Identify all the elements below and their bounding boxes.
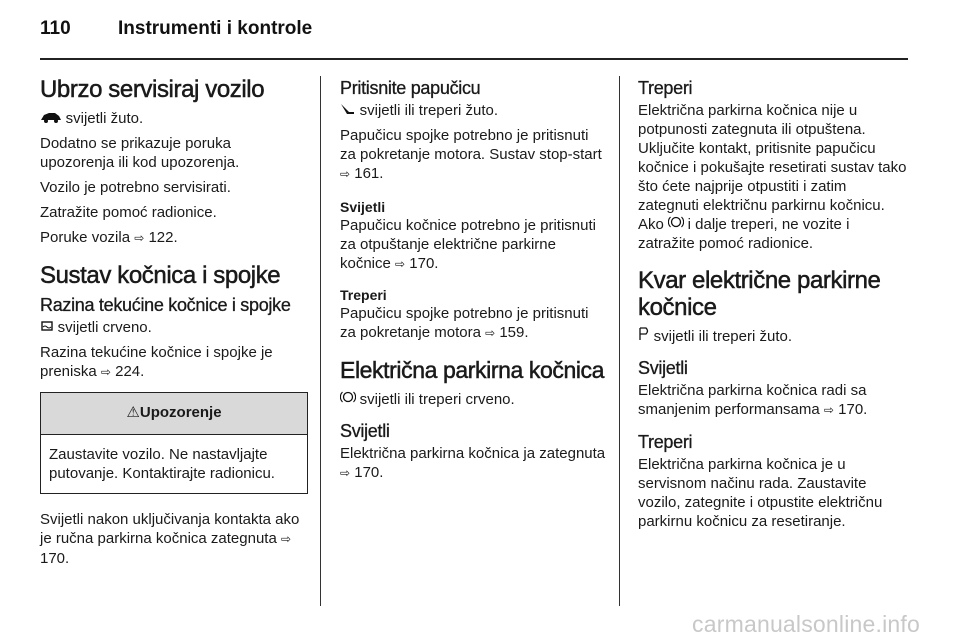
header-rule [40, 58, 908, 60]
page-ref-arrow-icon: ⇨ [340, 466, 351, 480]
epb-lit-paragraph [340, 444, 608, 483]
parking-brake-icon [340, 392, 360, 407]
heading-brake-clutch: Sustav kočnica i spojke [40, 262, 281, 289]
brake-fault-icon [638, 329, 654, 344]
heading-press-pedal: Pritisnite papučicu [340, 78, 481, 98]
page-ref-link[interactable]: 122. [148, 229, 178, 246]
page-ref-arrow-icon: ⇨ [100, 365, 111, 379]
column-2 [340, 74, 608, 489]
page-ref-arrow-icon: ⇨ [823, 403, 834, 417]
column-1 [40, 74, 308, 574]
warning-body: Zaustavite vozilo. Ne nastavljajte putovanje. Kontaktirajte radionicu. [49, 446, 275, 482]
subheading-flash: Treperi [340, 287, 387, 303]
pedal-text: Papučicu spojke potrebno je pritisnuti za pokretanje motora. Sustav stop-start [340, 127, 602, 163]
service-indicator-line [40, 109, 308, 128]
page-ref-arrow-icon: ⇨ [280, 532, 292, 546]
page-ref-arrow-icon: ⇨ [340, 167, 351, 181]
heading-fault-lit: Svijetli [638, 358, 688, 378]
service-ref-text: Poruke vozila [40, 229, 131, 246]
page-ref-link[interactable]: 161. [354, 165, 384, 182]
fault-lit-paragraph [638, 381, 910, 420]
heading-service-soon: Ubrzo servisiraj vozilo [40, 76, 265, 103]
page-ref-arrow-icon: ⇨ [485, 326, 496, 340]
flash-epb-tail: i dalje treperi, ne vozite i zatražite pomoć radionice. [638, 216, 850, 252]
page-ref-link[interactable]: 170. [40, 550, 70, 567]
column-3 [638, 74, 910, 537]
fluid-paragraph [40, 343, 308, 382]
fluid-text: Razina tekućine kočnice i spojke je preniska [40, 344, 273, 380]
fluid-indicator-text: svijetli crveno. [57, 319, 152, 336]
heading-fluid-level: Razina tekućine kočnice i spojke [40, 295, 291, 315]
car-wrench-icon [40, 111, 66, 126]
page-ref-arrow-icon: ⇨ [134, 231, 145, 245]
after-warning-paragraph [40, 510, 308, 568]
page-ref-link[interactable]: 170. [354, 464, 384, 481]
warning-box [40, 392, 308, 494]
page-ref-link[interactable]: 224. [115, 363, 145, 380]
flash-epb-paragraph [638, 101, 910, 253]
pedal-icon [340, 103, 360, 118]
after-warning-text: Svijetli nakon uključivanja kontakta ako je ručna parkirna kočnica zategnuta [40, 511, 300, 547]
fault-flash-paragraph: Električna parkirna kočnica je u servisnom načinu rada. Zaustavite vozilo, zategnite i otpustite električnu parkirnu kočnicu za resetiranje. [638, 456, 883, 530]
page-ref-link[interactable]: 170. [409, 255, 439, 272]
chapter-title: Instrumenti i kontrole [118, 18, 313, 39]
fluid-indicator-line [40, 318, 308, 337]
fault-indicator-line [638, 327, 910, 346]
service-paragraph-4: Zatražite pomoć radionice. [40, 204, 217, 221]
service-indicator-text: svijetli žuto. [65, 110, 144, 127]
service-paragraph-3: Vozilo je potrebno servisirati. [40, 179, 231, 196]
flash-paragraph [340, 304, 608, 343]
column-divider-2 [619, 76, 620, 606]
service-paragraph-5 [40, 228, 308, 248]
page-ref-link[interactable]: 159. [499, 324, 529, 341]
epb-indicator-line [340, 390, 608, 409]
page-ref-arrow-icon: ⇨ [395, 257, 406, 271]
epb-lit-text: Električna parkirna kočnica ja zategnuta [340, 445, 606, 462]
heading-epb-fault: Kvar električne parkirne kočnice [638, 267, 881, 321]
heading-flash-epb: Treperi [638, 78, 693, 98]
lit-text: Papučicu kočnice potrebno je pritisnuti za otpuštanje električne parkirne kočnice [340, 217, 596, 272]
warning-triangle-icon: ⚠ [126, 404, 140, 421]
pedal-indicator-text: svijetli ili treperi žuto. [359, 102, 499, 119]
subheading-lit: Svijetli [340, 199, 386, 215]
flash-text: Papučicu spojke potrebno je pritisnuti za pokretanje motora [340, 305, 589, 341]
service-paragraph-2: Dodatno se prikazuje poruka upozorenja ili kod upozorenja. [40, 135, 240, 171]
page-header [40, 18, 312, 40]
warning-title: Upozorenje [139, 404, 222, 421]
lit-paragraph [340, 216, 608, 274]
column-divider-1 [320, 76, 321, 606]
heading-epb-lit: Svijetli [340, 421, 390, 441]
fault-lit-text: Električna parkirna kočnica radi sa smanjenim performansama [638, 382, 867, 418]
warning-header [41, 393, 307, 435]
heading-electric-parking-brake: Električna parkirna kočnica [340, 357, 605, 383]
parking-brake-icon [668, 217, 688, 232]
page-ref-link[interactable]: 170. [838, 401, 868, 418]
brake-fluid-icon [40, 320, 58, 335]
flash-epb-text: Električna parkirna kočnica nije u potpunosti zategnuta ili otpuštena. Uključite kontakt, pritisnite papučicu kočnice i pokušajte resetirati sustav tako što ćete najprije otpustiti i zatim zategnuti električnu parkirnu kočnicu. Ako [638, 102, 907, 233]
pedal-paragraph [340, 126, 608, 184]
pedal-indicator-line [340, 101, 608, 120]
heading-fault-flash: Treperi [638, 432, 693, 452]
epb-indicator-text: svijetli ili treperi crveno. [359, 391, 515, 408]
fault-indicator-text: svijetli ili treperi žuto. [653, 328, 793, 345]
page-number: 110 [40, 18, 71, 39]
watermark: carmanualsonline.info [692, 611, 920, 637]
